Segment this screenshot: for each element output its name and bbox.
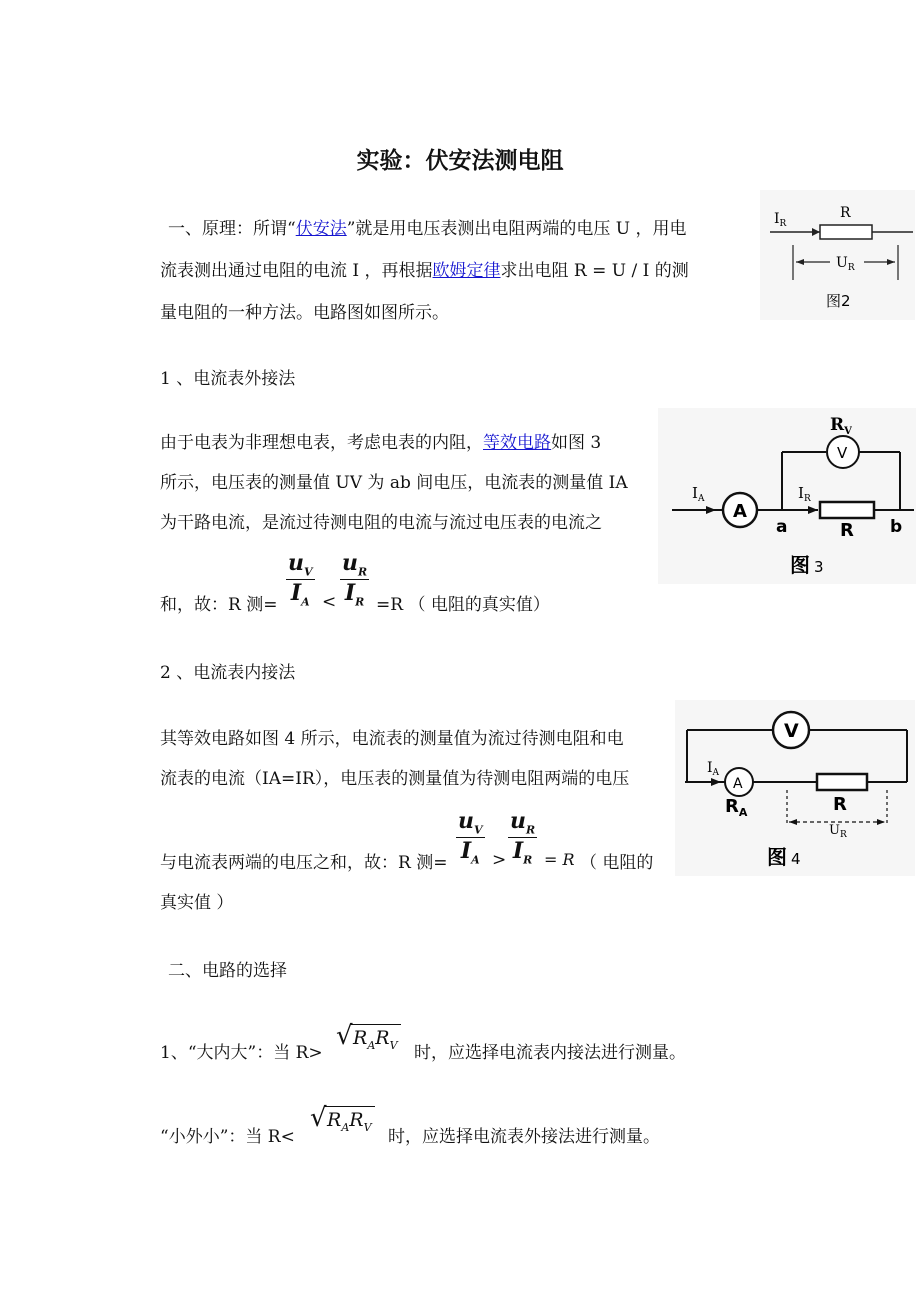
resistor-icon (820, 502, 874, 518)
resistor-icon (820, 225, 872, 239)
rv-label: $R_V$ (830, 415, 852, 437)
section-2-heading: 二、电路的选择 (168, 961, 287, 981)
current-arrow-icon (711, 778, 721, 786)
principle-line-3: 量电阻的一种方法。电路图如图所示。 (160, 303, 449, 323)
arrow-left-icon (796, 259, 804, 265)
method-2-line-2: 流表的电流（IA=IR），电压表的测量值为待测电阻两端的电压 (160, 769, 630, 789)
sqrt-ra-rv: √ $R_AR_V$ (336, 1024, 401, 1052)
equals-r: = R (544, 850, 575, 869)
svg-text:V: V (784, 720, 799, 742)
node-a-label: a (776, 517, 788, 537)
figure-3-circuit (658, 408, 916, 584)
svg-text:V: V (837, 444, 848, 462)
resistor-icon (817, 774, 867, 790)
principle-heading: 一、原理： (168, 219, 253, 239)
voltage-label: $U_R$ (836, 255, 855, 273)
fraction-uv-ia: $\frac{u_V}{I_A}$ (288, 550, 313, 609)
equivalent-circuit-link[interactable]: 等效电路 (483, 433, 551, 453)
principle-line-2: 流表测出通过电阻的电流 I ，再根据欧姆定律求出电阻 R = U / I 的测 (160, 261, 689, 281)
voltammetry-link[interactable]: 伏安法 (295, 219, 347, 239)
ur-label: $U_R$ (829, 823, 847, 840)
arrow-left-icon (789, 819, 797, 825)
current-arrow-icon (808, 506, 818, 514)
method-1-line-4b: =R （ 电阻的真实值） (376, 595, 550, 615)
fraction-ur-ir: $\frac{u_R}{I_R}$ (510, 808, 536, 867)
current-arrow-icon (812, 228, 820, 236)
method-2-line-4: 真实值 ） (160, 893, 234, 913)
method-1-line-2: 所示，电压表的测量值 UV 为 ab 间电压，电流表的测量值 IA (160, 473, 628, 493)
figure-4-caption: 图 4 (767, 845, 801, 869)
rule-2-a: “小外小”：当 R< (160, 1127, 295, 1147)
rule-1-a: 1、“大内大”：当 R> (160, 1043, 323, 1063)
current-arrow-icon (706, 506, 716, 514)
greater-than-operator: > (492, 850, 507, 870)
sqrt-ra-rv: √ $R_AR_V$ (310, 1106, 375, 1134)
arrow-right-icon (877, 819, 885, 825)
fraction-ur-ir: $\frac{u_R}{I_R}$ (342, 550, 368, 609)
ohms-law-link[interactable]: 欧姆定律 (432, 261, 501, 281)
principle-line-1: 一、原理：所谓“伏安法”就是用电压表测出电阻两端的电压 U ，用电 (168, 219, 687, 239)
ia-label: $I_A$ (692, 484, 705, 504)
method-1-heading: 1 、电流表外接法 (160, 369, 296, 389)
resistor-label: R (840, 205, 851, 221)
ra-label: $R_A$ (725, 796, 748, 819)
fraction-uv-ia: $\frac{u_V}{I_A}$ (458, 808, 483, 867)
resistor-label: R (840, 520, 854, 541)
rule-2-b: 时，应选择电流表外接法进行测量。 (388, 1127, 660, 1147)
figure-4 (675, 700, 915, 876)
method-2-line-1: 其等效电路如图 4 所示，电流表的测量值为流过待测电阻和电 (160, 729, 624, 749)
figure-2-circuit (760, 190, 915, 320)
ia-label: $I_A$ (707, 760, 720, 778)
rule-1-b: 时，应选择电流表内接法进行测量。 (414, 1043, 686, 1063)
method-2-line-3a: 与电流表两端的电压之和，故：R 测= (160, 853, 448, 873)
svg-text:A: A (733, 776, 743, 792)
node-b-label: b (890, 517, 903, 537)
less-than-operator: < (322, 592, 337, 612)
page-title: 实验：伏安法测电阻 (356, 148, 564, 174)
figure-3 (658, 408, 916, 584)
current-label: $I_R$ (774, 211, 787, 229)
svg-text:A: A (733, 501, 747, 522)
method-1-line-4a: 和，故：R 测= (160, 595, 278, 615)
method-1-line-1: 由于电表为非理想电表，考虑电表的内阻，等效电路如图 3 (160, 433, 602, 453)
figure-4-circuit (675, 700, 915, 876)
figure-2-caption: 图2 (826, 292, 851, 310)
ir-label: $I_R$ (798, 484, 811, 504)
method-1-line-3: 为干路电流，是流过待测电阻的电流与流过电压表的电流之 (160, 513, 602, 533)
method-2-heading: 2 、电流表内接法 (160, 663, 296, 683)
figure-2 (760, 190, 915, 320)
arrow-right-icon (887, 259, 895, 265)
method-2-line-3b: （ 电阻的 (580, 853, 654, 873)
resistor-label: R (833, 794, 847, 815)
figure-3-caption: 图 3 (790, 553, 824, 577)
